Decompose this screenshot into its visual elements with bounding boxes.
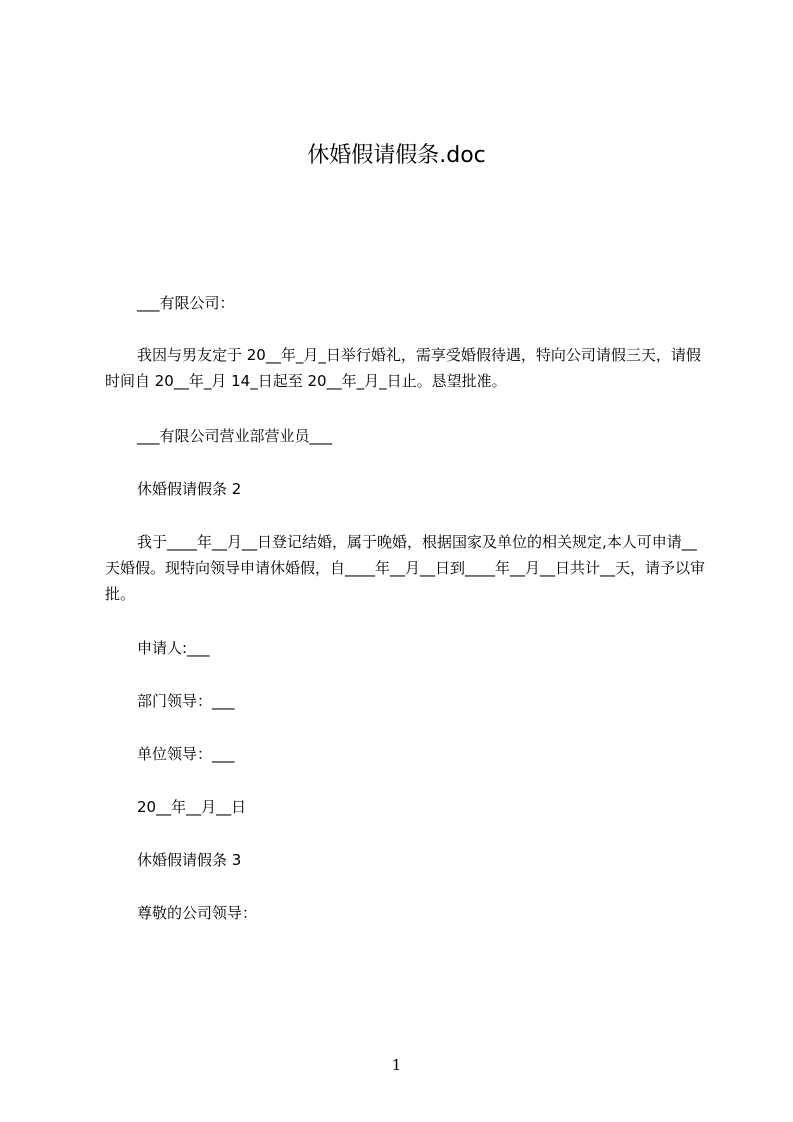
paragraph-addressee: ___有限公司：	[137, 294, 235, 312]
paragraph-request-body-2: 我于____年__月__日登记结婚，属于晚婚，根据国家及单位的相关规定,本人可申请__天婚假。现特向领导申请休婚假，自____年__月__日到____年__月__日共计__天，请予以审批。	[105, 533, 706, 603]
section-heading-2: 休婚假请假条 2	[137, 480, 242, 498]
page-number: 1	[391, 1056, 402, 1074]
paragraph-request-body: 我因与男友定于 20__年_月_日举行婚礼，需享受婚假待遇，特向公司请假三天，请假时间自 20__年_月 14_日起至 20__年_月_日止。恳望批准。	[105, 346, 701, 390]
section-heading-3: 休婚假请假条 3	[137, 851, 242, 869]
paragraph-applicant: 申请人:___	[137, 639, 210, 657]
document-title: 休婚假请假条.doc	[307, 143, 486, 168]
paragraph-signature: ___有限公司营业部营业员___	[137, 427, 333, 445]
paragraph-date: 20__年__月__日	[137, 798, 247, 816]
paragraph-unit-leader: 单位领导：___	[137, 745, 235, 763]
paragraph-salutation: 尊敬的公司领导：	[137, 904, 258, 922]
paragraph-department-leader: 部门领导：___	[137, 692, 235, 710]
